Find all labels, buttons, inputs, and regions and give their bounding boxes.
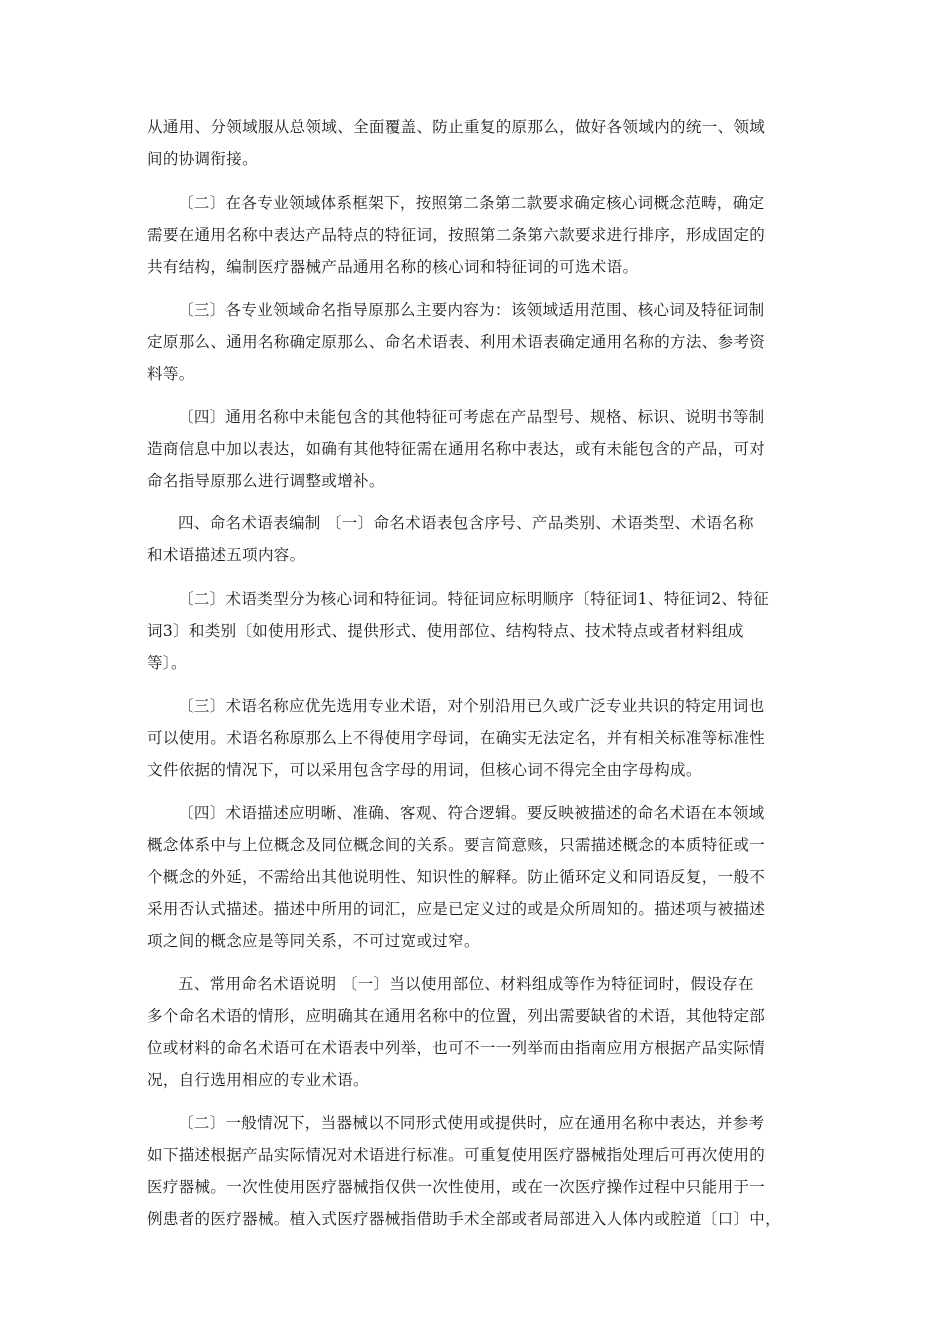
paragraph-2-line-3: 共有结构，编制医疗器械产品通用名称的核心词和特征词的可选术语。 (147, 258, 639, 276)
paragraph-6-line-1: 〔二〕术语类型分为核心词和特征词。特征词应标明顺序〔特征词1、特征词2、特征 (178, 590, 770, 608)
paragraph-8-line-4: 采用否认式描述。描述中所用的词汇，应是已定义过的或是众所周知的。描述项与被描述 (147, 900, 766, 918)
paragraph-7-line-1: 〔三〕术语名称应优先选用专业术语，对个别沿用已久或广泛专业共识的特定用词也 (178, 697, 765, 715)
paragraph-2-line-2: 需要在通用名称中表达产品特点的特征词，按照第二条第六款要求进行排序，形成固定的 (147, 226, 766, 244)
section-5-heading-line-1: 五、常用命名术语说明 〔一〕当以使用部位、材料组成等作为特征词时，假设存在 (178, 975, 754, 993)
paragraph-10-line-4: 例患者的医疗器械。植入式医疗器械指借助手术全部或者局部进入人体内或腔道〔口〕中， (147, 1210, 782, 1228)
section-4-heading-line-2: 和术语描述五项内容。 (147, 546, 306, 564)
paragraph-6-line-2: 词3〕和类别〔如使用形式、提供形式、使用部位、结构特点、技术特点或者材料组成 (147, 622, 744, 640)
section-4-heading-line-1: 四、命名术语表编制 〔一〕命名术语表包含序号、产品类别、术语类型、术语名称 (178, 514, 754, 532)
paragraph-1-line-2: 间的协调衔接。 (147, 150, 258, 168)
section-5-heading-line-4: 况，自行选用相应的专业术语。 (147, 1071, 369, 1089)
paragraph-7-line-2: 可以使用。术语名称原那么上不得使用字母词，在确实无法定名，并有相关标准等标准性 (147, 729, 766, 747)
paragraph-10-line-3: 医疗器械。一次性使用医疗器械指仅供一次性使用，或在一次医疗操作过程中只能用于一 (147, 1178, 766, 1196)
paragraph-8-line-3: 个概念的外延，不需给出其他说明性、知识性的解释。防止循环定义和同语反复，一般不 (147, 868, 766, 886)
paragraph-4-line-2: 造商信息中加以表达，如确有其他特征需在通用名称中表达，或有未能包含的产品，可对 (147, 440, 766, 458)
paragraph-4-line-1: 〔四〕通用名称中未能包含的其他特征可考虑在产品型号、规格、标识、说明书等制 (178, 408, 765, 426)
paragraph-3-line-3: 料等。 (147, 365, 195, 383)
paragraph-10-line-2: 如下描述根据产品实际情况对术语进行标准。可重复使用医疗器械指处理后可再次使用的 (147, 1146, 766, 1164)
paragraph-8-line-2: 概念体系中与上位概念及同位概念间的关系。要言简意赅，只需描述概念的本质特征或一 (147, 836, 766, 854)
paragraph-3-line-2: 定原那么、通用名称确定原那么、命名术语表、利用术语表确定通用名称的方法、参考资 (147, 333, 766, 351)
paragraph-3-line-1: 〔三〕各专业领域命名指导原那么主要内容为：该领域适用范围、核心词及特征词制 (178, 301, 765, 319)
section-5-heading-line-2: 多个命名术语的情形，应明确其在通用名称中的位置，列出需要缺省的术语，其他特定部 (147, 1007, 766, 1025)
paragraph-4-line-3: 命名指导原那么进行调整或增补。 (147, 472, 385, 490)
paragraph-2-line-1: 〔二〕在各专业领域体系框架下，按照第二条第二款要求确定核心词概念范畴，确定 (178, 194, 765, 212)
paragraph-8-line-5: 项之间的概念应是等同关系，不可过宽或过窄。 (147, 932, 480, 950)
paragraph-1-line-1: 从通用、分领域服从总领域、全面覆盖、防止重复的原那么，做好各领域内的统一、领域 (147, 118, 766, 136)
paragraph-7-line-3: 文件依据的情况下，可以采用包含字母的用词，但核心词不得完全由字母构成。 (147, 761, 702, 779)
paragraph-10-line-1: 〔二〕一般情况下，当器械以不同形式使用或提供时，应在通用名称中表达，并参考 (178, 1114, 765, 1132)
paragraph-6-line-3: 等〕。 (147, 654, 187, 672)
paragraph-8-line-1: 〔四〕术语描述应明晰、准确、客观、符合逻辑。要反映被描述的命名术语在本领域 (178, 804, 765, 822)
section-5-heading-line-3: 位或材料的命名术语可在术语表中列举，也可不一一列举而由指南应用方根据产品实际情 (147, 1039, 766, 1057)
